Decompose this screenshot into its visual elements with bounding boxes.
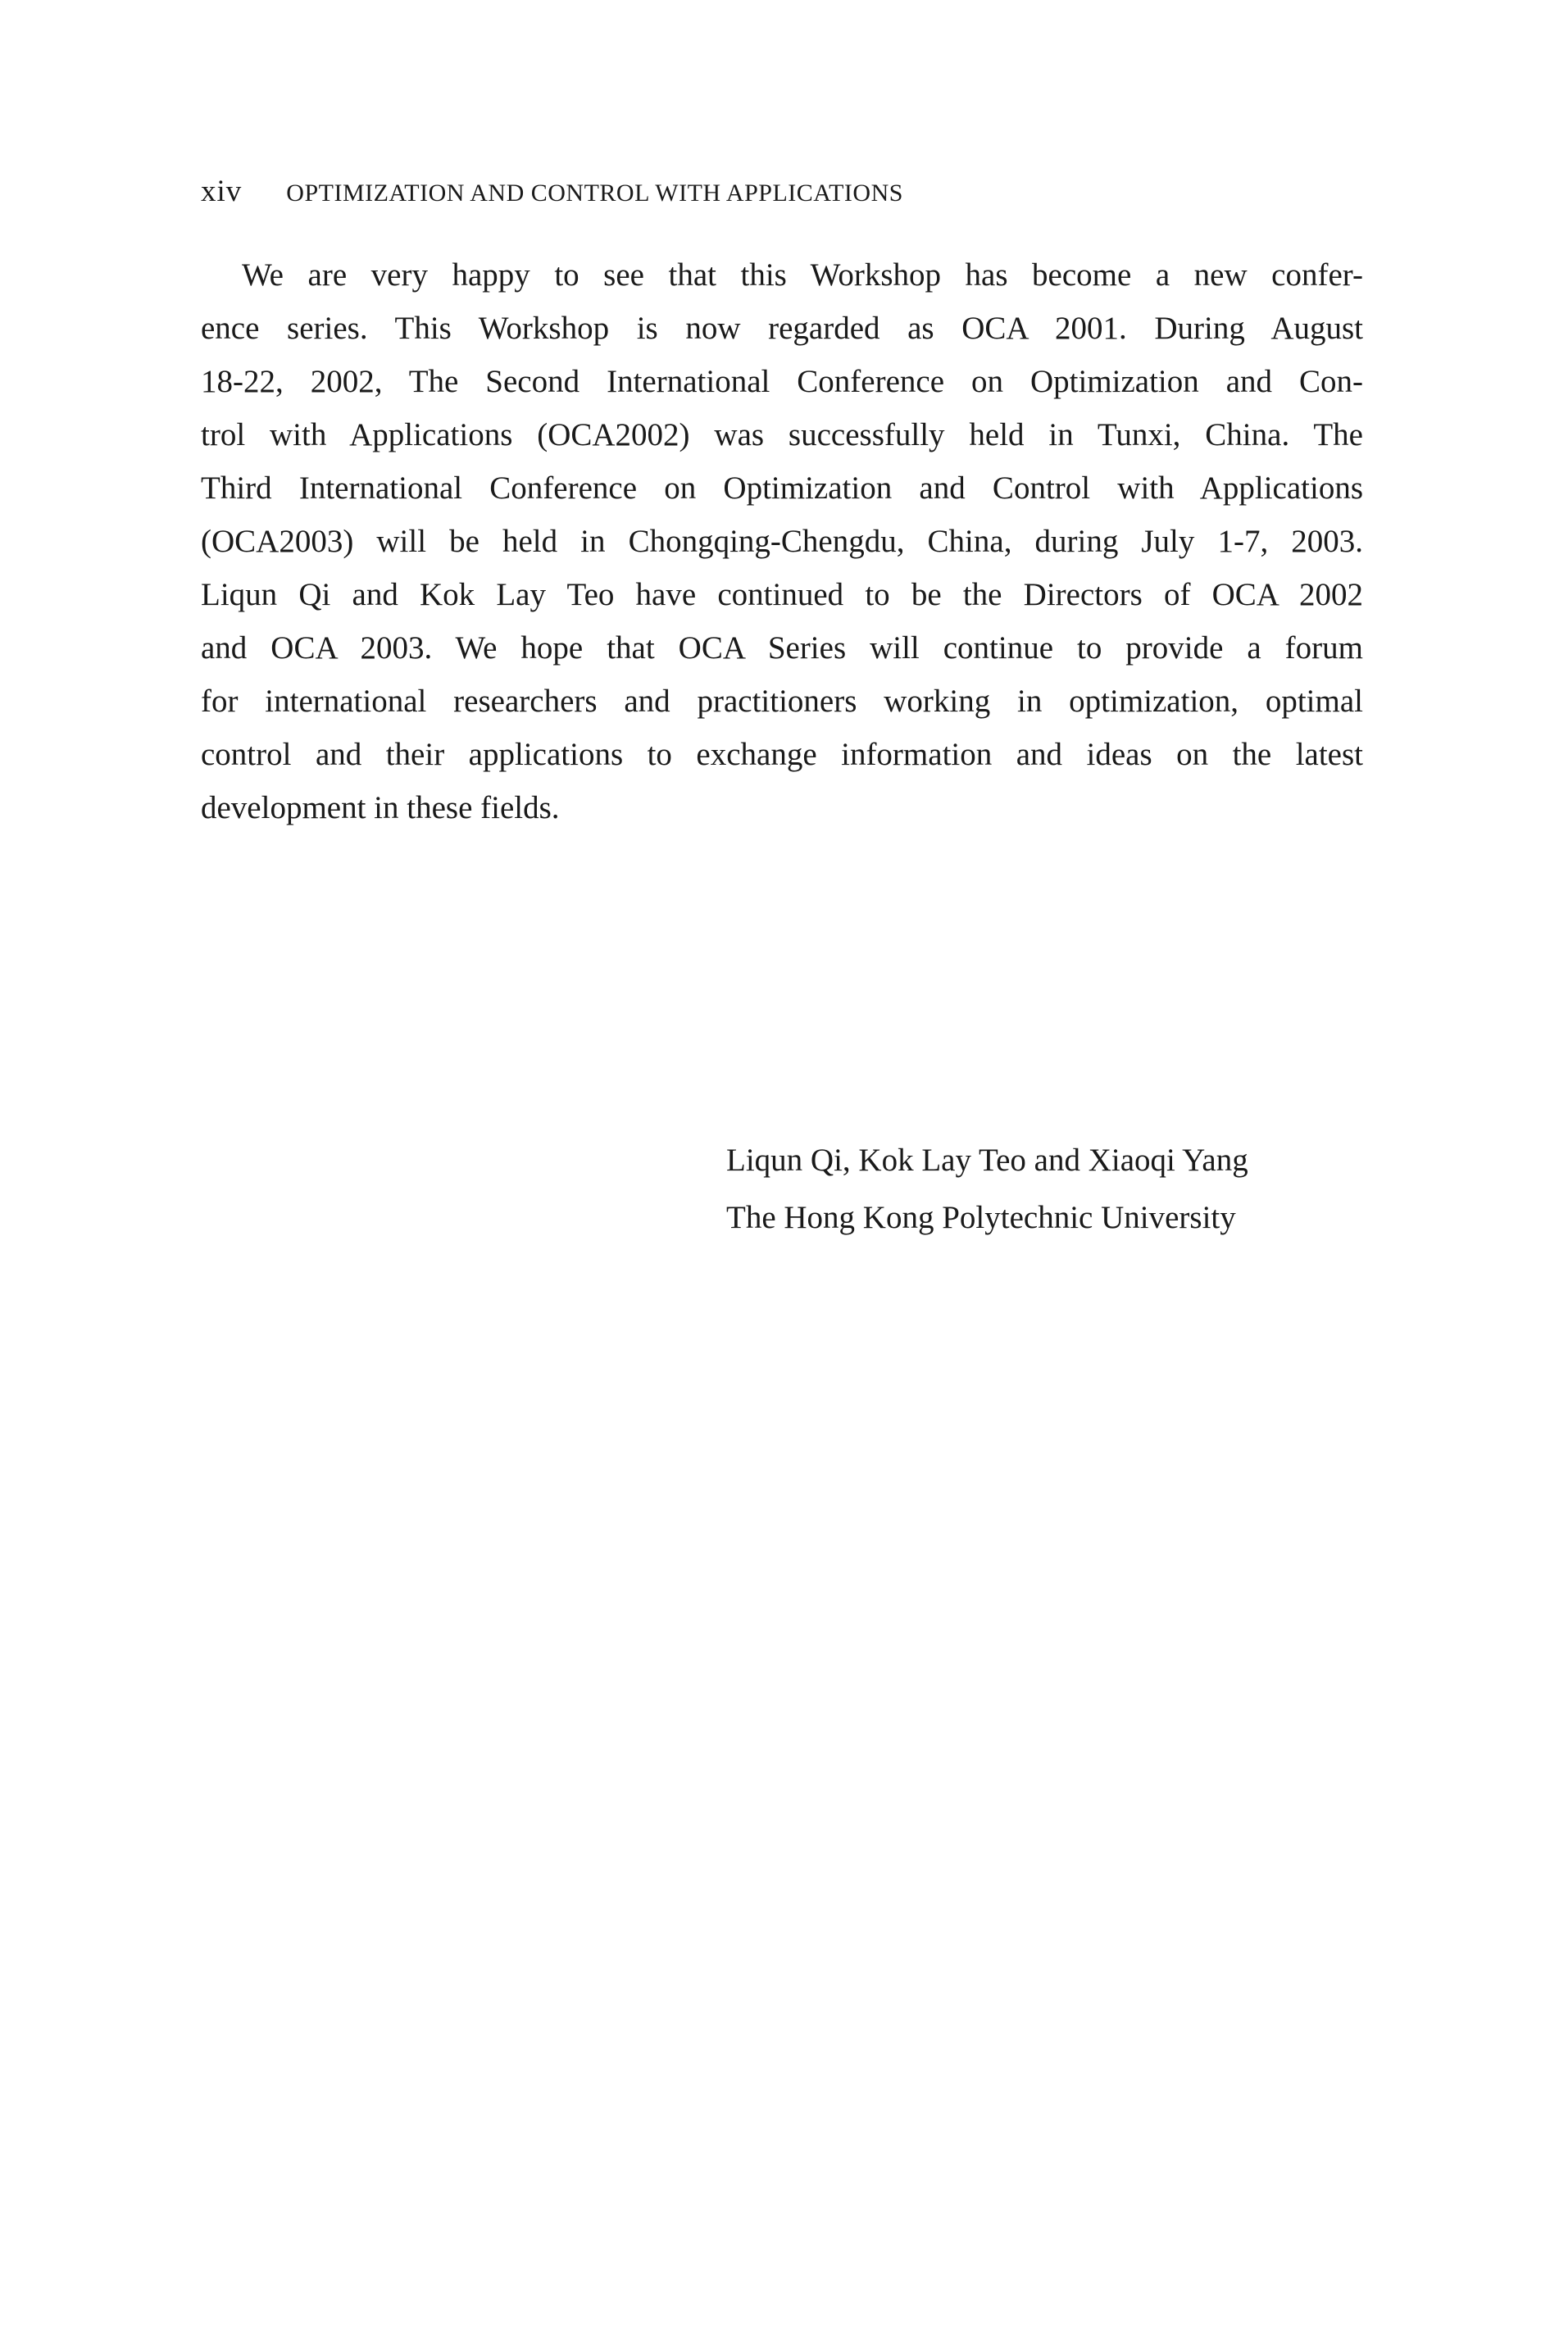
running-title: OPTIMIZATION AND CONTROL WITH APPLICATIONS [286,180,903,207]
paragraph-line: 18-22, 2002, The Second International Conference on Optimization and Con- [201,364,1363,399]
body-paragraph [201,248,1363,834]
paragraph-line: (OCA2003) will be held in Chongqing-Chengdu, China, during July 1-7, 2003. [201,524,1363,559]
signature-affiliation: The Hong Kong Polytechnic University [726,1200,1236,1235]
paragraph-line: Third International Conference on Optimization and Control with Applications [201,470,1363,506]
paragraph-line: trol with Applications (OCA2002) was successfully held in Tunxi, China. The [201,417,1363,452]
paragraph-line: development in these fields. [201,790,560,825]
signature-block [726,1132,1248,1247]
paragraph-line: for international researchers and practitioners working in optimization, optimal [201,684,1363,719]
paragraph-line: ence series. This Workshop is now regarded as OCA 2001. During August [201,311,1363,346]
page-number: xiv [201,175,243,208]
paragraph-line: and OCA 2003. We hope that OCA Series will continue to provide a forum [201,630,1363,666]
signature-authors: Liqun Qi, Kok Lay Teo and Xiaoqi Yang [726,1143,1248,1178]
paragraph-line: We are very happy to see that this Workshop has become a new confer- [242,257,1363,293]
running-head [201,174,903,223]
paragraph-line: control and their applications to exchange information and ideas on the latest [201,737,1363,772]
paragraph-line: Liqun Qi and Kok Lay Teo have continued to be the Directors of OCA 2002 [201,577,1363,612]
